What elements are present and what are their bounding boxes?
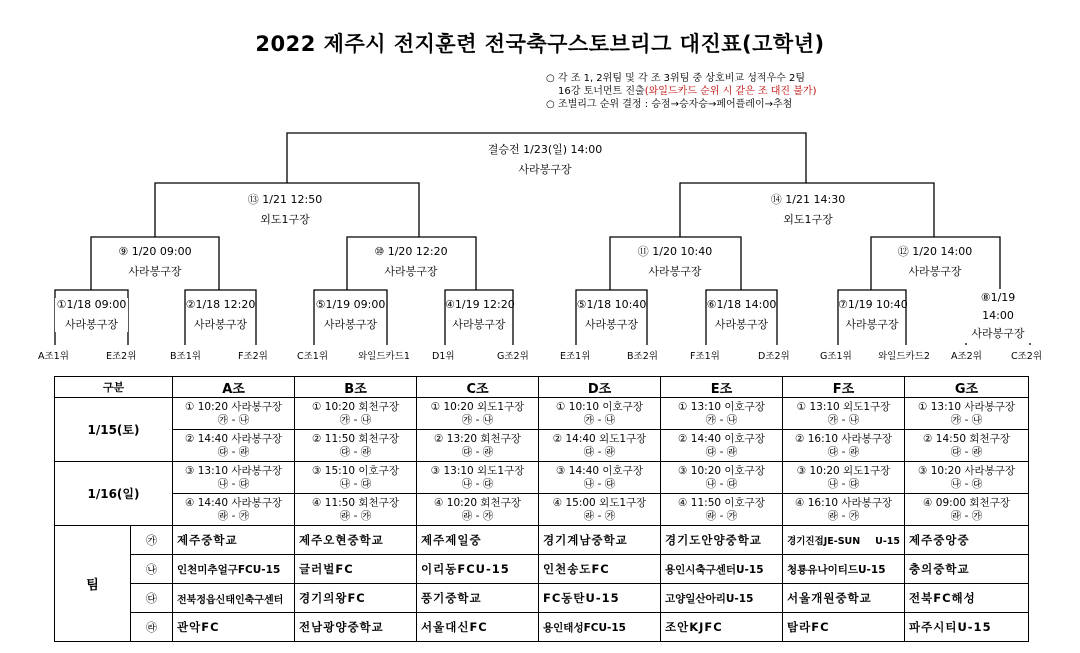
match-cell [661, 462, 783, 494]
match-cell [783, 462, 905, 494]
header-group: E조 [661, 377, 783, 398]
bracket-slot: C조1위 [297, 351, 329, 362]
r16-match-label [576, 298, 647, 332]
match-time: ② 11:50 회천구장 [312, 433, 399, 445]
semi-venue: 외도1구장 [783, 213, 833, 226]
r16-venue: 사라봉구장 [971, 327, 1025, 340]
page-title: 2022 제주시 전지훈련 전국축구스토브리그 대진표(고학년) [255, 32, 825, 56]
match-pair: ㉱ - ㉮ [217, 509, 250, 522]
r16-time: ⑤1/18 10:40 [576, 298, 647, 311]
quarter-match-label [105, 245, 205, 279]
team-mark: ㉮ [131, 526, 173, 555]
match-time: ② 14:40 이호구장 [678, 433, 765, 445]
bracket-slot: G조1위 [820, 351, 852, 362]
r16-time: ②1/18 12:20 [185, 298, 256, 311]
team-name: 경기의왕FC [295, 584, 417, 613]
match-cell [173, 430, 295, 462]
match-pair: ㉱ - ㉮ [950, 509, 983, 522]
match-pair: ㉱ - ㉮ [461, 509, 494, 522]
match-time: ④ 11:50 회천구장 [312, 497, 399, 509]
bracket-slot: E조2위 [106, 351, 137, 362]
team-name: 용인태성FCU-15 [539, 613, 661, 642]
match-cell [539, 398, 661, 430]
match-time: ④ 09:00 회천구장 [923, 497, 1010, 509]
quarter-time: ⑪ 1/20 10:40 [637, 245, 713, 258]
match-time: ① 10:20 사라봉구장 [184, 401, 283, 413]
match-cell [783, 430, 905, 462]
r16-match-label [962, 289, 1034, 343]
semi-match-label [748, 193, 868, 227]
quarter-time: ⑨ 1/20 09:00 [118, 245, 192, 258]
match-cell [417, 430, 539, 462]
team-name: FC동탄U-15 [539, 584, 661, 613]
note-qualification: ○ 각 조 1, 2위팀 및 각 조 3위팀 중 상호비교 성적우수 2팀 [546, 73, 806, 84]
group-schedule-table [54, 376, 1029, 642]
r16-match-label [185, 298, 256, 332]
match-time: ④ 14:40 사라봉구장 [184, 497, 283, 509]
match-pair: ㉰ - ㉱ [583, 445, 616, 458]
quarter-venue: 사라봉구장 [908, 265, 962, 278]
team-name: 제주중학교 [173, 526, 295, 555]
team-name: 전남광양중학교 [295, 613, 417, 642]
team-name: 전북FC해성 [905, 584, 1029, 613]
bracket-slot: D1위 [432, 351, 455, 362]
r16-match-label [445, 298, 513, 332]
bracket-slot: G조2위 [497, 351, 529, 362]
final-venue: 사라봉구장 [518, 163, 572, 176]
team-row [55, 613, 1029, 642]
quarter-time: ⑩ 1/20 12:20 [374, 245, 448, 258]
r16-time-hour: 14:00 [982, 309, 1014, 322]
team-name: 경기도안양중학교 [661, 526, 783, 555]
team-name: 청룡유나이티드U-15 [783, 555, 905, 584]
match-cell [295, 430, 417, 462]
team-name: 인천송도FC [539, 555, 661, 584]
team-name: 충의중학교 [905, 555, 1029, 584]
team-section-label: 팀 [55, 526, 131, 642]
team-name: 제주제일중 [417, 526, 539, 555]
match-cell [661, 494, 783, 526]
match-pair: ㉰ - ㉱ [950, 445, 983, 458]
match-cell [173, 494, 295, 526]
team-mark: ㉰ [131, 584, 173, 613]
team-name: 전북정읍신태인축구센터 [173, 584, 295, 613]
final-time: 결승전 1/23(일) 14:00 [487, 143, 603, 156]
team-name: 제주중앙중 [905, 526, 1029, 555]
r16-venue: 사라봉구장 [323, 318, 378, 331]
match-time: ③ 10:20 사라봉구장 [917, 465, 1016, 477]
match-time: ③ 13:10 사라봉구장 [184, 465, 283, 477]
r16-time: ⑥1/18 14:00 [706, 298, 777, 311]
match-pair: ㉮ - ㉯ [583, 413, 616, 426]
team-name: 탐라FC [783, 613, 905, 642]
team-row [55, 555, 1029, 584]
match-time: ④ 16:10 사라봉구장 [794, 497, 893, 509]
bracket-slot: 와일드카드2 [878, 351, 930, 362]
match-cell [783, 494, 905, 526]
match-cell [539, 494, 661, 526]
match-pair: ㉮ - ㉯ [339, 413, 372, 426]
quarter-match-label [885, 245, 985, 279]
team-row [55, 584, 1029, 613]
quarter-venue: 사라봉구장 [648, 265, 702, 278]
match-cell [539, 462, 661, 494]
table-row [55, 494, 1029, 526]
match-cell [661, 430, 783, 462]
team-mark: ㉯ [131, 555, 173, 584]
team-name: 고양일산아리U-15 [661, 584, 783, 613]
match-pair: ㉰ - ㉱ [339, 445, 372, 458]
match-pair: ㉯ - ㉰ [705, 477, 738, 490]
match-pair: ㉯ - ㉰ [339, 477, 372, 490]
r16-venue: 사라봉구장 [845, 318, 899, 331]
semi-time: ⑭ 1/21 14:30 [770, 193, 846, 206]
header-group: F조 [783, 377, 905, 398]
match-time: ③ 10:20 이호구장 [678, 465, 765, 477]
r16-venue: 사라봉구장 [584, 318, 639, 331]
match-pair: ㉱ - ㉮ [339, 509, 372, 522]
bracket-slot: B조1위 [170, 351, 201, 362]
match-time: ④ 10:20 회천구장 [434, 497, 521, 509]
bracket-slot: E조1위 [560, 351, 591, 362]
semi-match-label [225, 193, 345, 227]
match-cell [295, 398, 417, 430]
team-name: 제주오현중학교 [295, 526, 417, 555]
table-row [55, 430, 1029, 462]
match-time: ③ 14:40 이호구장 [556, 465, 643, 477]
match-cell [173, 462, 295, 494]
header-division: 구분 [55, 377, 173, 398]
team-row [55, 526, 1029, 555]
match-pair: ㉯ - ㉰ [950, 477, 983, 490]
match-pair: ㉮ - ㉯ [217, 413, 250, 426]
r16-venue: 사라봉구장 [64, 318, 119, 331]
match-time: ④ 15:00 외도1구장 [552, 497, 647, 509]
r16-time: ⑤1/19 09:00 [315, 298, 386, 311]
header-group: G조 [905, 377, 1029, 398]
match-pair: ㉯ - ㉰ [461, 477, 494, 490]
match-time: ② 14:50 회천구장 [923, 433, 1010, 445]
team-name: 글러벌FC [295, 555, 417, 584]
header-group: C조 [417, 377, 539, 398]
match-cell [905, 494, 1029, 526]
r16-time: ④1/19 12:20 [445, 298, 515, 311]
quarter-time: ⑫ 1/20 14:00 [897, 245, 973, 258]
r16-venue: 사라봉구장 [193, 318, 248, 331]
match-pair: ㉱ - ㉮ [583, 509, 616, 522]
header-group: A조 [173, 377, 295, 398]
table-row [55, 398, 1029, 430]
team-name: 용인시축구센터U-15 [661, 555, 783, 584]
match-pair: ㉱ - ㉮ [705, 509, 738, 522]
match-pair: ㉰ - ㉱ [827, 445, 860, 458]
match-time: ① 10:20 외도1구장 [430, 401, 525, 413]
match-cell [539, 430, 661, 462]
bracket-slot: A조2위 [951, 351, 982, 362]
team-mark: ㉱ [131, 613, 173, 642]
match-pair: ㉮ - ㉯ [950, 413, 983, 426]
match-pair: ㉯ - ㉰ [217, 477, 250, 490]
match-pair: ㉯ - ㉰ [827, 477, 860, 490]
match-time: ② 16:10 사라봉구장 [794, 433, 893, 445]
match-pair: ㉰ - ㉱ [217, 445, 250, 458]
final-match-label [470, 143, 620, 177]
match-cell [295, 462, 417, 494]
quarter-match-label [625, 245, 725, 279]
match-time: ② 13:20 회천구장 [434, 433, 521, 445]
r16-match-label [838, 298, 906, 332]
bracket-slot: F조1위 [690, 351, 720, 362]
team-name: 풍기중학교 [417, 584, 539, 613]
team-name: 경기진접JE-SUN U-15 [783, 526, 905, 555]
match-time: ① 10:10 이호구장 [556, 401, 643, 413]
match-cell [417, 398, 539, 430]
match-time: ② 14:40 사라봉구장 [184, 433, 283, 445]
match-cell [905, 430, 1029, 462]
r16-match-label [55, 298, 128, 332]
semi-venue: 외도1구장 [260, 213, 310, 226]
bracket-slot: F조2위 [238, 351, 268, 362]
match-pair: ㉰ - ㉱ [461, 445, 494, 458]
match-time: ④ 11:50 이호구장 [678, 497, 765, 509]
r16-time: ①1/18 09:00 [56, 298, 127, 311]
match-cell [173, 398, 295, 430]
match-cell [905, 398, 1029, 430]
match-time: ① 13:10 외도1구장 [796, 401, 891, 413]
match-cell [417, 462, 539, 494]
match-pair: ㉮ - ㉯ [827, 413, 860, 426]
r16-match-label [706, 298, 777, 332]
r16-venue: 사라봉구장 [714, 318, 769, 331]
match-time: ③ 10:20 외도1구장 [796, 465, 891, 477]
match-date: 1/16(일) [55, 462, 173, 526]
match-time: ② 14:40 외도1구장 [552, 433, 647, 445]
bracket-slot: D조2위 [758, 351, 790, 362]
match-cell [783, 398, 905, 430]
quarter-venue: 사라봉구장 [384, 265, 438, 278]
semi-time: ⑬ 1/21 12:50 [247, 193, 323, 206]
team-name: 조안KJFC [661, 613, 783, 642]
match-cell [417, 494, 539, 526]
bracket-slot: C조2위 [1011, 351, 1043, 362]
team-name: 파주시티U-15 [905, 613, 1029, 642]
match-time: ① 13:10 이호구장 [678, 401, 765, 413]
team-name: 인천미추얼구FCU-15 [173, 555, 295, 584]
quarter-venue: 사라봉구장 [128, 265, 182, 278]
match-time: ① 13:10 사라봉구장 [917, 401, 1016, 413]
match-date: 1/15(토) [55, 398, 173, 462]
match-pair: ㉯ - ㉰ [583, 477, 616, 490]
r16-time: ⑦1/19 10:40 [838, 298, 908, 311]
note-advance-text: 16강 토너먼트 진출 [558, 86, 645, 97]
team-name: 관악FC [173, 613, 295, 642]
match-pair: ㉮ - ㉯ [461, 413, 494, 426]
table-header-row [55, 377, 1029, 398]
team-name: 경기계남중학교 [539, 526, 661, 555]
team-name: 서울개원중학교 [783, 584, 905, 613]
r16-match-label [314, 298, 387, 332]
note-ranking-rule: ○ 조별리그 순위 결정 : 승점→승자승→페어플레이→추첨 [546, 99, 793, 110]
quarter-match-label [361, 245, 461, 279]
team-name: 서울대신FC [417, 613, 539, 642]
header-group: D조 [539, 377, 661, 398]
r16-time: ⑧1/19 [980, 291, 1016, 304]
match-pair: ㉰ - ㉱ [705, 445, 738, 458]
bracket-slot: B조2위 [627, 351, 658, 362]
note-wildcard-warning: (와일드카드 순위 시 같은 조 대진 불가) [644, 86, 817, 97]
table-row [55, 462, 1029, 494]
match-pair: ㉱ - ㉮ [827, 509, 860, 522]
match-cell [295, 494, 417, 526]
match-time: ③ 13:10 외도1구장 [430, 465, 525, 477]
match-pair: ㉮ - ㉯ [705, 413, 738, 426]
match-cell [905, 462, 1029, 494]
match-cell [661, 398, 783, 430]
bracket-slot: A조1위 [38, 351, 69, 362]
r16-venue: 사라봉구장 [452, 318, 506, 331]
match-time: ① 10:20 회천구장 [312, 401, 399, 413]
bracket-slot: 와일드카드1 [358, 351, 410, 362]
match-time: ③ 15:10 이호구장 [312, 465, 399, 477]
header-group: B조 [295, 377, 417, 398]
team-name: 이리동FCU-15 [417, 555, 539, 584]
